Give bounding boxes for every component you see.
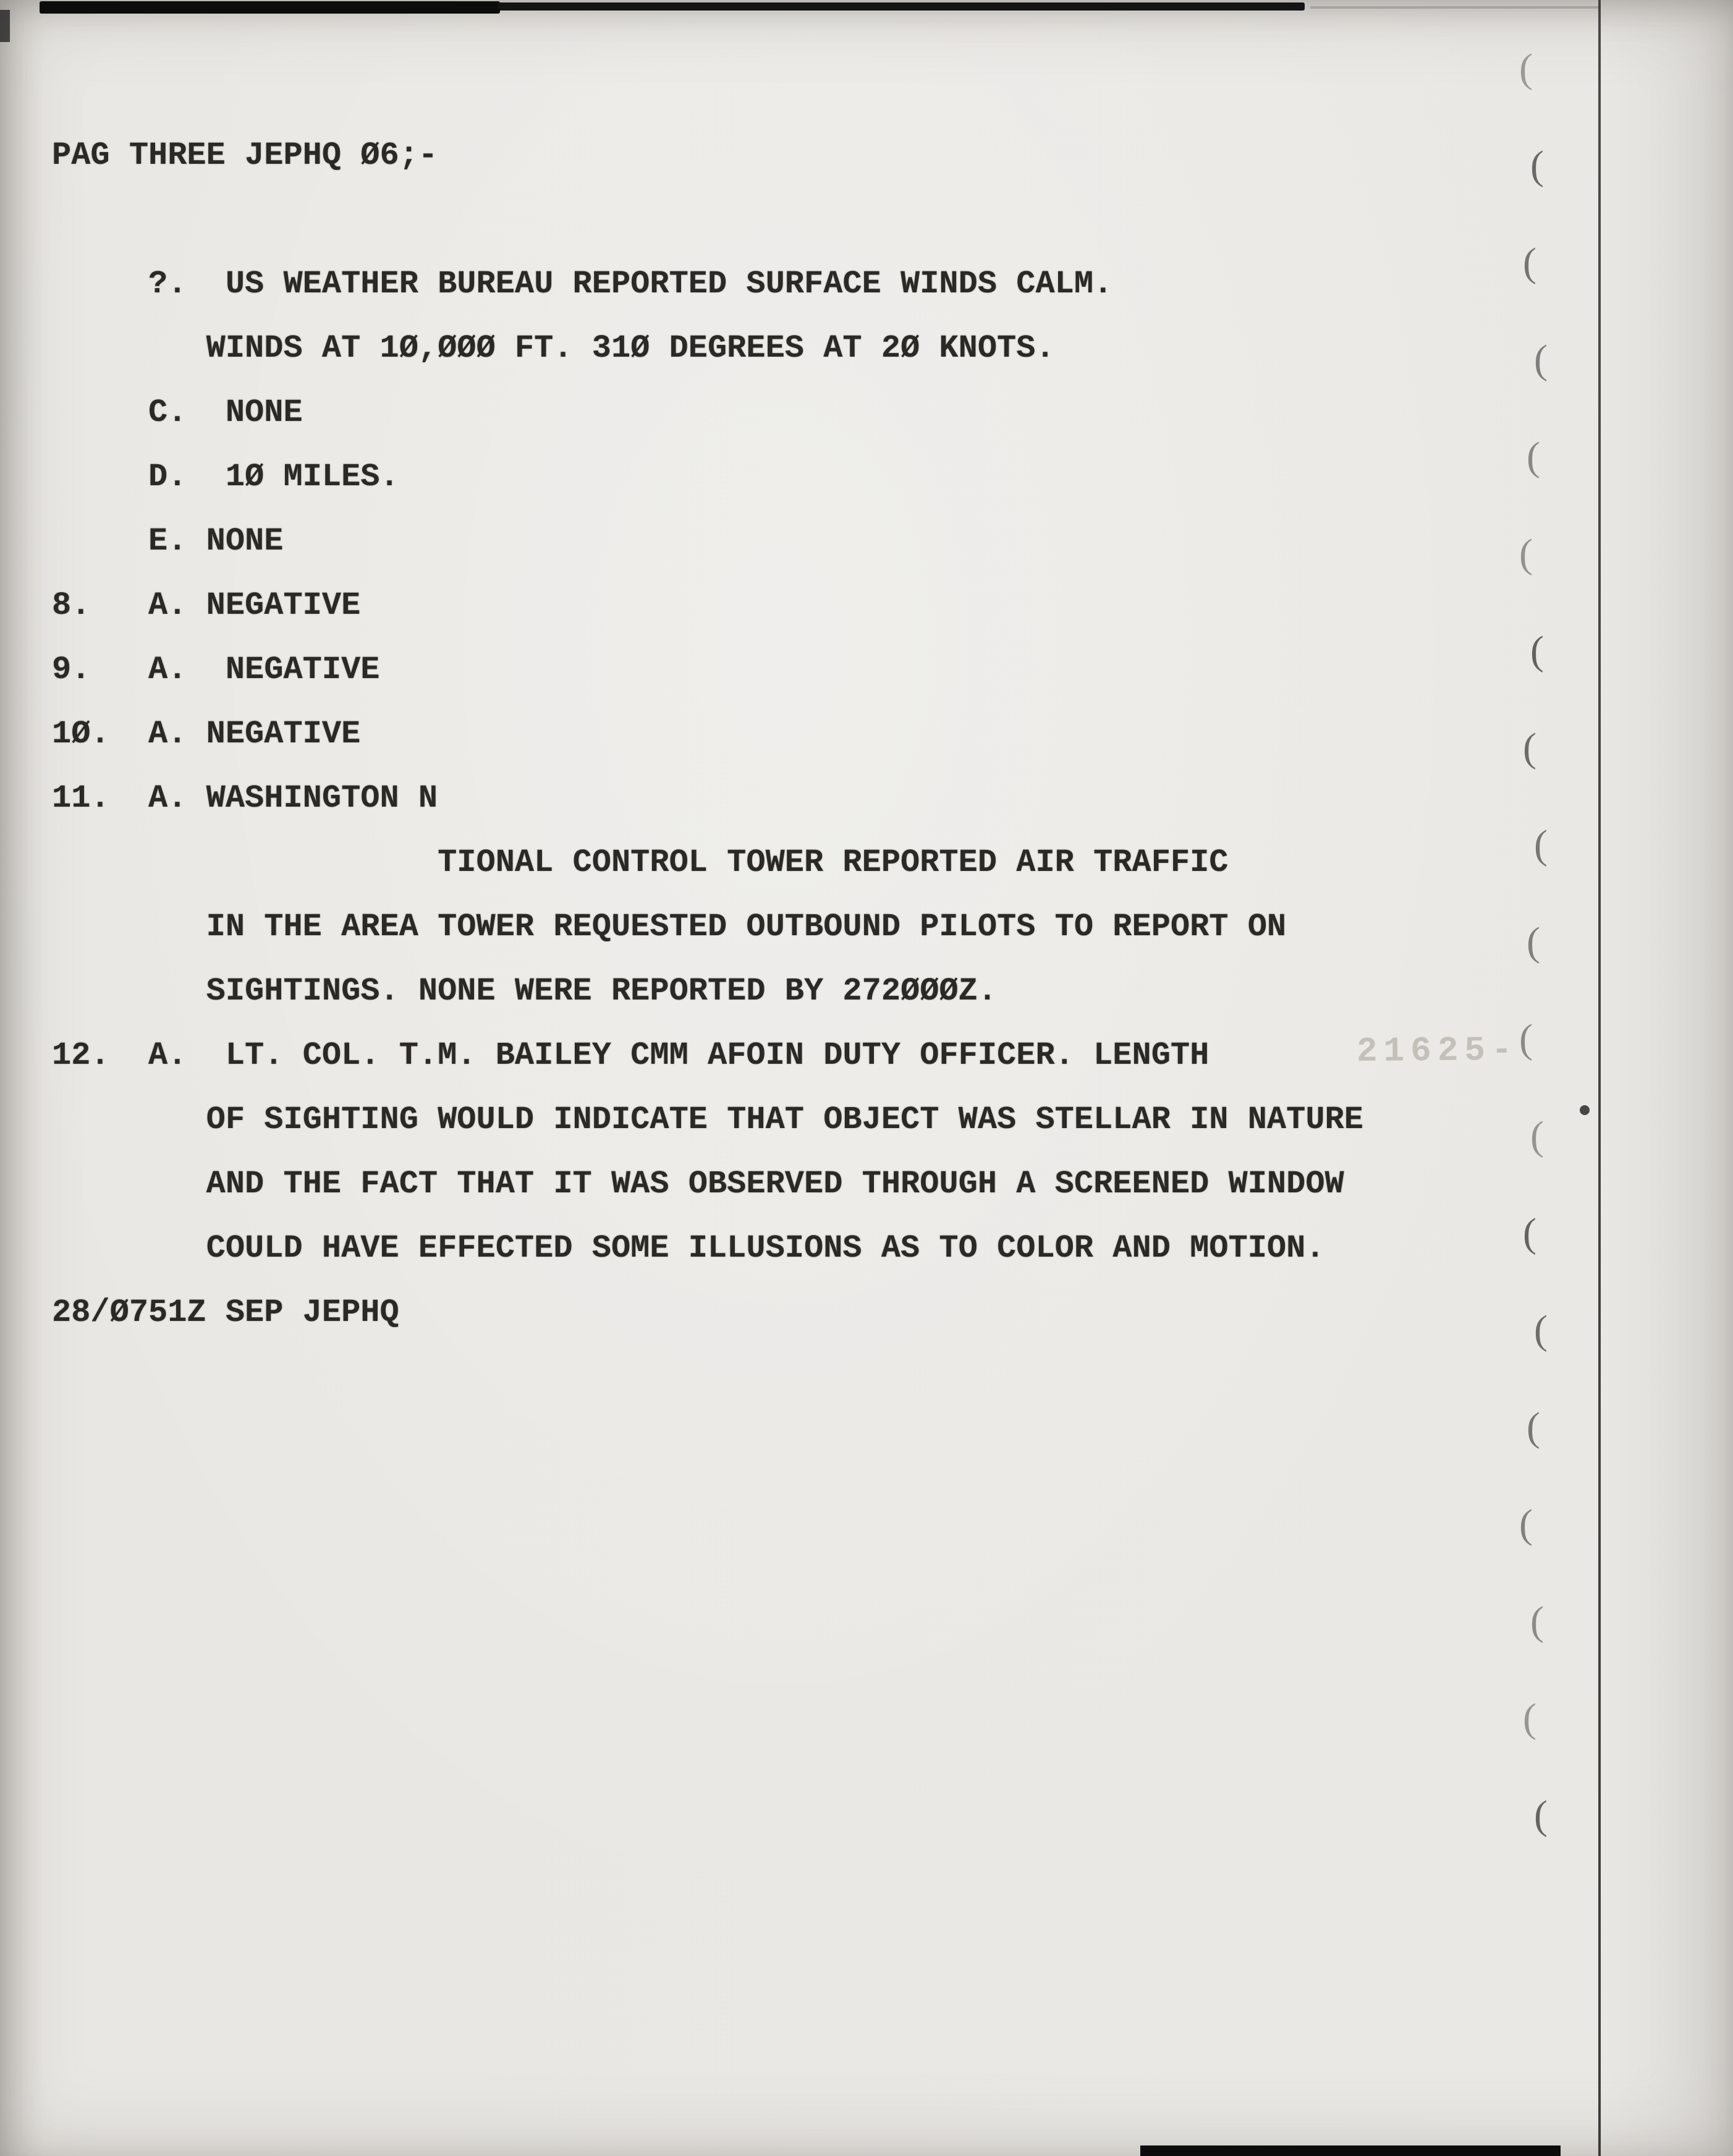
scan-artifact-corner-mark xyxy=(0,10,10,42)
document-line: IN THE AREA TOWER REQUESTED OUTBOUND PILOTS TO REPORT ON xyxy=(52,909,1287,945)
binding-mark: ( xyxy=(1527,434,1540,479)
faint-number-stamp: 21625- xyxy=(1356,1030,1519,1072)
document-line: 11. A. WASHINGTON N xyxy=(52,780,438,817)
document-line: D. 1Ø MILES. xyxy=(52,459,399,495)
document-line: AND THE FACT THAT IT WAS OBSERVED THROUGH A SCREENED WINDOW xyxy=(52,1166,1344,1202)
scan-artifact-top-bar-right xyxy=(498,2,1305,11)
binding-mark: ( xyxy=(1530,628,1544,673)
document-line: 8. A. NEGATIVE xyxy=(52,587,361,624)
document-line: 9. A. NEGATIVE xyxy=(52,651,380,688)
ink-dot-artifact xyxy=(1580,1105,1590,1115)
binding-mark: ( xyxy=(1519,531,1533,576)
document-line: SIGHTINGS. NONE WERE REPORTED BY 272ØØØZ. xyxy=(52,973,998,1009)
binding-mark: ( xyxy=(1527,919,1540,964)
binding-mark: ( xyxy=(1534,1307,1548,1352)
document-line: TIONAL CONTROL TOWER REPORTED AIR TRAFFIC xyxy=(52,844,1229,881)
binding-mark: ( xyxy=(1519,46,1533,91)
document-line: COULD HAVE EFFECTED SOME ILLUSIONS AS TO COLOR AND MOTION. xyxy=(52,1230,1325,1267)
binding-mark: ( xyxy=(1523,1210,1536,1255)
binding-mark: ( xyxy=(1530,1113,1544,1158)
document-line: 28/Ø751Z SEP JEPHQ xyxy=(52,1294,399,1331)
document-line: C. NONE xyxy=(52,394,303,431)
binding-mark: ( xyxy=(1523,240,1536,285)
scan-artifact-vertical-line xyxy=(1598,0,1601,2156)
binding-mark: ( xyxy=(1530,1598,1544,1644)
scan-artifact-top-bar-left xyxy=(40,1,500,14)
document-line: ?. US WEATHER BUREAU REPORTED SURFACE WINDS CALM. xyxy=(52,266,1113,302)
document-line: 1Ø. A. NEGATIVE xyxy=(52,716,361,752)
binding-mark: ( xyxy=(1519,1501,1533,1547)
document-line: OF SIGHTING WOULD INDICATE THAT OBJECT WAS STELLAR IN NATURE xyxy=(52,1101,1363,1138)
binding-mark: ( xyxy=(1519,1016,1533,1061)
scan-artifact-bottom-bar xyxy=(1140,2145,1561,2156)
scan-artifact-top-thin-line xyxy=(1310,6,1601,9)
document-line xyxy=(52,188,1363,252)
document-line: 12. A. LT. COL. T.M. BAILEY CMM AFOIN DUTY OFFICER. LENGTH xyxy=(52,1037,1210,1074)
binding-mark: ( xyxy=(1534,822,1548,867)
document-line: WINDS AT 1Ø,ØØØ FT. 31Ø DEGREES AT 2Ø KNOTS. xyxy=(52,330,1055,367)
binding-mark: ( xyxy=(1534,337,1548,382)
binding-mark: ( xyxy=(1523,725,1536,770)
document-line: PAG THREE JEPHQ Ø6;- xyxy=(52,137,438,174)
document-text xyxy=(52,124,1363,1345)
document-line: E. NONE xyxy=(52,523,284,559)
binding-mark: ( xyxy=(1530,143,1544,188)
binding-mark: ( xyxy=(1534,1793,1548,1838)
binding-mark: ( xyxy=(1523,1696,1536,1741)
binding-mark: ( xyxy=(1527,1404,1540,1449)
